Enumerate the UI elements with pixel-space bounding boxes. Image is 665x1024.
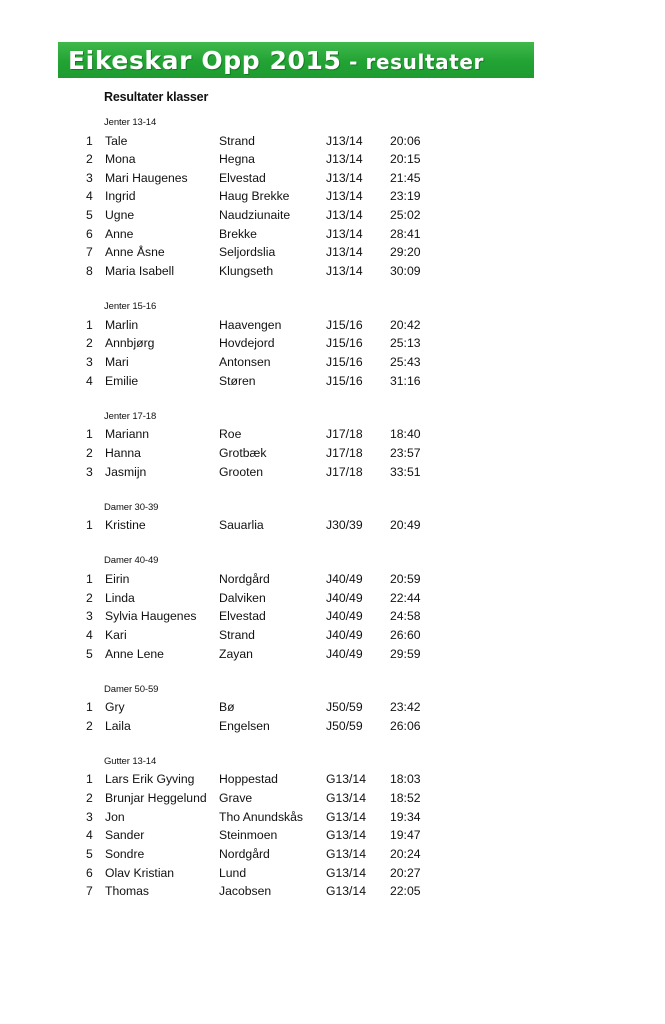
first-name-cell: Emilie <box>105 373 139 388</box>
time-cell: 25:43 <box>390 355 421 369</box>
class-cell: J30/39 <box>326 518 363 533</box>
last-name-cell: Antonsen <box>219 355 271 369</box>
time-cell: 23:57 <box>390 445 421 460</box>
result-row <box>0 719 665 737</box>
last-name-cell: Seljordslia <box>219 245 276 260</box>
rank-cell: 4 <box>86 373 93 388</box>
class-cell: J15/16 <box>326 373 363 388</box>
last-name-cell: Brekke <box>219 226 257 241</box>
class-cell: J40/49 <box>326 571 363 586</box>
result-row <box>0 647 665 665</box>
time-cell: 20:06 <box>390 133 421 148</box>
result-row <box>0 427 665 445</box>
result-row <box>0 866 665 884</box>
first-name-cell: Kari <box>105 627 127 642</box>
first-name-cell: Ugne <box>105 208 135 223</box>
first-name-cell: Annbjørg <box>105 336 155 351</box>
first-name-cell: Mona <box>105 152 136 167</box>
time-cell: 21:45 <box>390 170 421 185</box>
first-name-cell: Anne <box>105 226 134 241</box>
first-name-cell: Sylvia Haugenes <box>105 609 197 624</box>
class-cell: G13/14 <box>326 828 366 843</box>
last-name-cell: Tho Anundskås <box>219 809 304 824</box>
rank-cell: 4 <box>86 627 93 642</box>
class-cell: J13/14 <box>326 189 363 204</box>
rank-cell: 1 <box>86 772 93 787</box>
rank-cell: 1 <box>86 571 93 586</box>
class-cell: G13/14 <box>326 772 366 787</box>
result-row <box>0 374 665 392</box>
class-cell: J17/18 <box>326 445 363 460</box>
time-cell: 25:13 <box>390 336 421 351</box>
first-name-cell: Maria Isabell <box>105 264 175 279</box>
rank-cell: 5 <box>86 646 93 661</box>
class-cell: J13/14 <box>326 170 363 185</box>
time-cell: 19:34 <box>390 809 421 824</box>
last-name-cell: Klungseth <box>219 264 274 279</box>
first-name-cell: Marlin <box>105 317 139 332</box>
class-cell: J13/14 <box>326 133 363 148</box>
rank-cell: 2 <box>86 445 93 460</box>
result-row <box>0 189 665 207</box>
class-cell: J13/14 <box>326 226 363 241</box>
rank-cell: 1 <box>86 317 93 332</box>
group-title: Jenter 15-16 <box>104 301 157 313</box>
class-cell: J17/18 <box>326 427 363 442</box>
result-row <box>0 264 665 282</box>
class-cell: G13/14 <box>326 884 366 899</box>
rank-cell: 3 <box>86 355 93 369</box>
first-name-cell: Thomas <box>105 884 150 899</box>
page-title-suffix: - resultater <box>341 49 484 74</box>
time-cell: 23:42 <box>390 700 421 715</box>
class-cell: J13/14 <box>326 264 363 279</box>
time-cell: 26:60 <box>390 627 421 642</box>
class-cell: J50/59 <box>326 700 363 715</box>
class-cell: J40/49 <box>326 646 363 661</box>
class-cell: J13/14 <box>326 208 363 223</box>
last-name-cell: Elvestad <box>219 170 266 185</box>
rank-cell: 2 <box>86 718 93 733</box>
first-name-cell: Eirin <box>105 571 130 586</box>
time-cell: 19:47 <box>390 828 421 843</box>
rank-cell: 2 <box>86 791 93 806</box>
time-cell: 20:27 <box>390 865 421 880</box>
first-name-cell: Jon <box>105 809 125 824</box>
class-cell: J15/16 <box>326 317 363 332</box>
first-name-cell: Hanna <box>105 445 141 460</box>
class-cell: J40/49 <box>326 590 363 605</box>
class-cell: J13/14 <box>326 245 363 260</box>
rank-cell: 2 <box>86 152 93 167</box>
result-row <box>0 609 665 627</box>
rank-cell: 2 <box>86 590 93 605</box>
time-cell: 23:19 <box>390 189 421 204</box>
first-name-cell: Sondre <box>105 847 145 862</box>
result-row <box>0 572 665 590</box>
time-cell: 18:40 <box>390 427 421 442</box>
first-name-cell: Brunjar Heggelund <box>105 791 207 806</box>
first-name-cell: Ingrid <box>105 189 136 204</box>
result-row <box>0 152 665 170</box>
section-heading: Resultater klasser <box>104 90 209 104</box>
time-cell: 25:02 <box>390 208 421 223</box>
last-name-cell: Haug Brekke <box>219 189 290 204</box>
last-name-cell: Strand <box>219 627 255 642</box>
class-cell: J13/14 <box>326 152 363 167</box>
first-name-cell: Anne Lene <box>105 646 164 661</box>
time-cell: 20:59 <box>390 571 421 586</box>
result-row <box>0 847 665 865</box>
rank-cell: 3 <box>86 464 93 479</box>
group-title: Jenter 13-14 <box>104 117 157 128</box>
first-name-cell: Mari <box>105 355 129 369</box>
time-cell: 26:06 <box>390 718 421 733</box>
time-cell: 18:03 <box>390 772 421 787</box>
first-name-cell: Mari Haugenes <box>105 170 188 185</box>
rank-cell: 3 <box>86 809 93 824</box>
result-row <box>0 134 665 152</box>
last-name-cell: Dalviken <box>219 590 266 605</box>
class-cell: J40/49 <box>326 627 363 642</box>
rank-cell: 5 <box>86 208 93 223</box>
rank-cell: 6 <box>86 865 93 880</box>
result-row <box>0 700 665 718</box>
result-row <box>0 772 665 790</box>
last-name-cell: Jacobsen <box>219 884 272 899</box>
first-name-cell: Tale <box>105 133 128 148</box>
time-cell: 28:41 <box>390 226 421 241</box>
last-name-cell: Nordgård <box>219 571 270 586</box>
first-name-cell: Lars Erik Gyving <box>105 772 195 787</box>
time-cell: 30:09 <box>390 264 421 279</box>
rank-cell: 6 <box>86 226 93 241</box>
last-name-cell: Elvestad <box>219 609 266 624</box>
class-cell: J40/49 <box>326 609 363 624</box>
result-row <box>0 791 665 809</box>
rank-cell: 8 <box>86 264 93 279</box>
result-row <box>0 171 665 189</box>
group-title: Jenter 17-18 <box>104 410 157 422</box>
result-row <box>0 518 665 536</box>
group-title: Damer 40-49 <box>104 555 159 567</box>
class-cell: J15/16 <box>326 355 363 369</box>
rank-cell: 7 <box>86 884 93 899</box>
result-row <box>0 828 665 846</box>
last-name-cell: Strand <box>219 133 255 148</box>
last-name-cell: Hovdejord <box>219 336 275 351</box>
time-cell: 18:52 <box>390 791 421 806</box>
time-cell: 29:20 <box>390 245 421 260</box>
rank-cell: 4 <box>86 189 93 204</box>
first-name-cell: Laila <box>105 718 131 733</box>
class-cell: G13/14 <box>326 809 366 824</box>
rank-cell: 1 <box>86 518 93 533</box>
rank-cell: 7 <box>86 245 93 260</box>
time-cell: 22:44 <box>390 590 421 605</box>
last-name-cell: Grave <box>219 791 253 806</box>
first-name-cell: Linda <box>105 590 135 605</box>
result-row <box>0 465 665 483</box>
time-cell: 20:42 <box>390 317 421 332</box>
last-name-cell: Grooten <box>219 464 264 479</box>
first-name-cell: Mariann <box>105 427 150 442</box>
first-name-cell: Anne Åsne <box>105 245 165 260</box>
last-name-cell: Støren <box>219 373 256 388</box>
rank-cell: 3 <box>86 609 93 624</box>
time-cell: 33:51 <box>390 464 421 479</box>
first-name-cell: Jasmijn <box>105 464 147 479</box>
result-row <box>0 227 665 245</box>
time-cell: 24:58 <box>390 609 421 624</box>
time-cell: 20:15 <box>390 152 421 167</box>
rank-cell: 1 <box>86 427 93 442</box>
first-name-cell: Kristine <box>105 518 146 533</box>
rank-cell: 2 <box>86 336 93 351</box>
time-cell: 20:24 <box>390 847 421 862</box>
time-cell: 20:49 <box>390 518 421 533</box>
rank-cell: 1 <box>86 133 93 148</box>
rank-cell: 1 <box>86 700 93 715</box>
last-name-cell: Zayan <box>219 646 253 661</box>
group-title: Gutter 13-14 <box>104 755 157 767</box>
rank-cell: 4 <box>86 828 93 843</box>
last-name-cell: Hegna <box>219 152 255 167</box>
last-name-cell: Nordgård <box>219 847 270 862</box>
last-name-cell: Hoppestad <box>219 772 278 787</box>
time-cell: 31:16 <box>390 373 421 388</box>
time-cell: 22:05 <box>390 884 421 899</box>
class-cell: J50/59 <box>326 718 363 733</box>
result-row <box>0 208 665 226</box>
result-row <box>0 884 665 902</box>
group-title: Damer 50-59 <box>104 683 159 695</box>
result-row <box>0 245 665 263</box>
last-name-cell: Sauarlia <box>219 518 264 533</box>
class-cell: J15/16 <box>326 336 363 351</box>
class-cell: J17/18 <box>326 464 363 479</box>
result-row <box>0 810 665 828</box>
page-title-main: Eikeskar Opp 2015 <box>68 45 342 75</box>
rank-cell: 3 <box>86 170 93 185</box>
last-name-cell: Lund <box>219 865 247 880</box>
last-name-cell: Roe <box>219 427 242 442</box>
last-name-cell: Engelsen <box>219 718 270 733</box>
last-name-cell: Naudziunaite <box>219 208 291 223</box>
time-cell: 29:59 <box>390 646 421 661</box>
last-name-cell: Bø <box>219 700 235 715</box>
class-cell: G13/14 <box>326 847 366 862</box>
class-cell: G13/14 <box>326 791 366 806</box>
last-name-cell: Haavengen <box>219 317 282 332</box>
result-row <box>0 336 665 354</box>
rank-cell: 5 <box>86 847 93 862</box>
first-name-cell: Gry <box>105 700 125 715</box>
result-row <box>0 591 665 609</box>
last-name-cell: Steinmoen <box>219 828 278 843</box>
result-row <box>0 318 665 336</box>
group-title: Damer 30-39 <box>104 501 159 513</box>
class-cell: G13/14 <box>326 865 366 880</box>
first-name-cell: Sander <box>105 828 145 843</box>
result-row <box>0 628 665 646</box>
result-row <box>0 446 665 464</box>
result-row <box>0 355 665 373</box>
last-name-cell: Grotbæk <box>219 445 267 460</box>
first-name-cell: Olav Kristian <box>105 865 175 880</box>
